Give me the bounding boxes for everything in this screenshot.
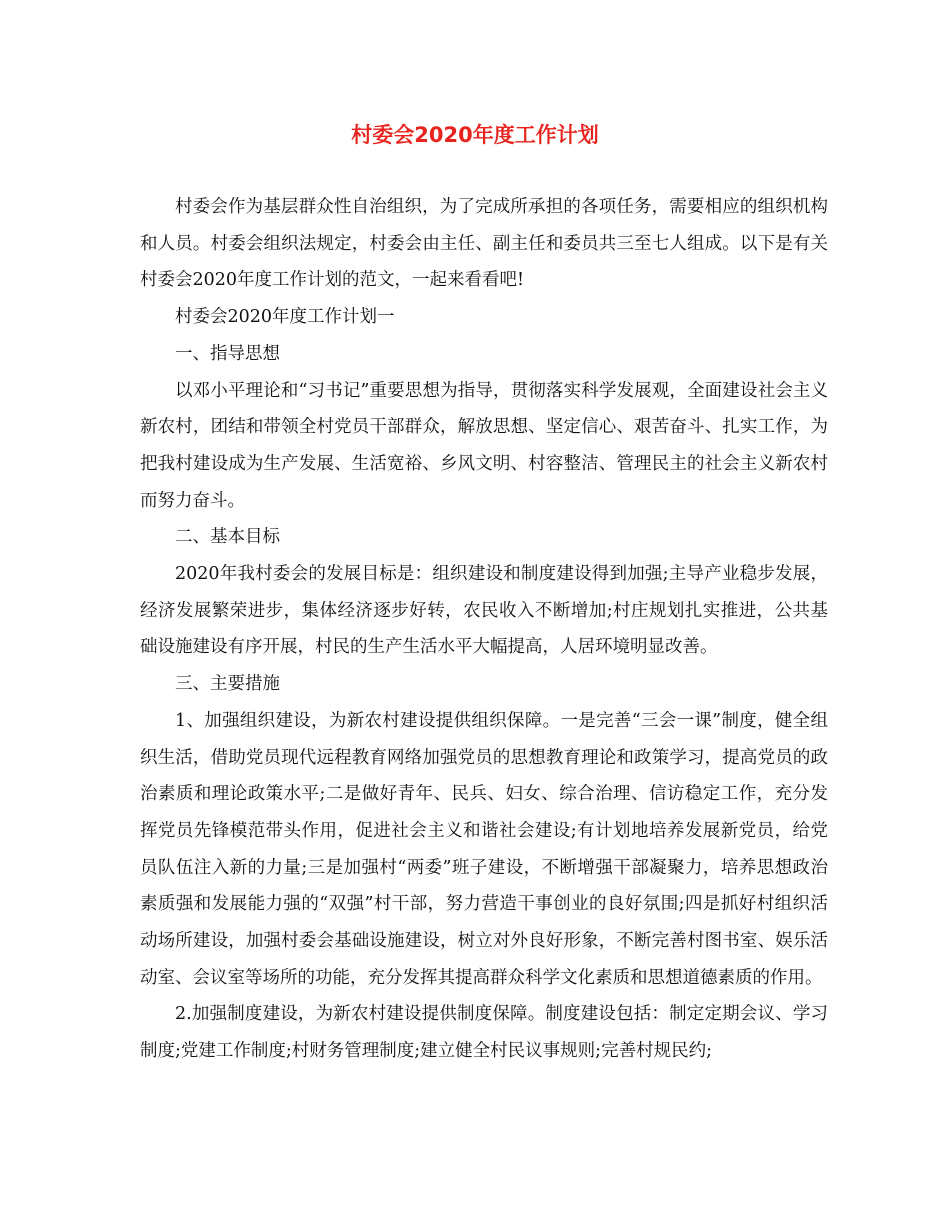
plan-subtitle: 村委会2020年度工作计划一 — [175, 307, 395, 328]
basic-goals-paragraph: 2020年我村委会的发展目标是：组织建设和制度建设得到加强;主导产业稳步发展，经济发展繁荣进步，集体经济逐步好转，农民收入不断增加;村庄规划扎实推进，公共基础设施建设有序开展，村民的生产生活水平大幅提高，人居环境明显改善。 — [140, 564, 828, 658]
section-heading-basic-goals: 二、基本目标 — [175, 527, 280, 548]
section-heading-guiding-ideology: 一、指导思想 — [175, 343, 280, 364]
document-title: 村委会2020年度工作计划 — [351, 123, 599, 147]
measure-1-paragraph: 1、加强组织建设，为新农村建设提供组织保障。一是完善“三会一课”制度，健全组织生活，借助党员现代远程教育网络加强党员的思想教育理论和政策学习，提高党员的政治素质和理论政策水平;二是做好青年、民兵、妇女、综合治理、信访稳定工作，充分发挥党员先锋模范带头作用，促进社会主义和谐社会建设;有计划地培养发展新党员，给党员队伍注入新的力量;三是加强村“两委”班子建设，不断增强干部凝聚力，培养思想政治素质强和发展能力强的“双强”村干部，努力营造干事创业的良好氛围;四是抓好村组织活动场所建设，加强村委会基础设施建设，树立对外良好形象，不断完善村图书室、娱乐活动室、会议室等场所的功能，充分发挥其提高群众科学文化素质和思想道德素质的作用。 — [140, 710, 828, 988]
intro-paragraph: 村委会作为基层群众性自治组织，为了完成所承担的各项任务，需要相应的组织机构和人员。村委会组织法规定，村委会由主任、副主任和委员共三至七人组成。以下是有关村委会2020年度工作计划的范文，一起来看看吧! — [140, 197, 828, 291]
measure-2-paragraph: 2.加强制度建设，为新农村建设提供制度保障。制度建设包括：制定定期会议、学习制度;党建工作制度;村财务管理制度;建立健全村民议事规则;完善村规民约; — [140, 1004, 828, 1062]
document-body — [140, 189, 828, 1070]
guiding-ideology-paragraph: 以邓小平理论和“习书记”重要思想为指导，贯彻落实科学发展观，全面建设社会主义新农村，团结和带领全村党员干部群众，解放思想、坚定信心、艰苦奋斗、扎实工作，为把我村建设成为生产发展、生活宽裕、乡风文明、村容整洁、管理民主的社会主义新农村而努力奋斗。 — [140, 380, 828, 511]
section-heading-main-measures: 三、主要措施 — [175, 674, 280, 695]
